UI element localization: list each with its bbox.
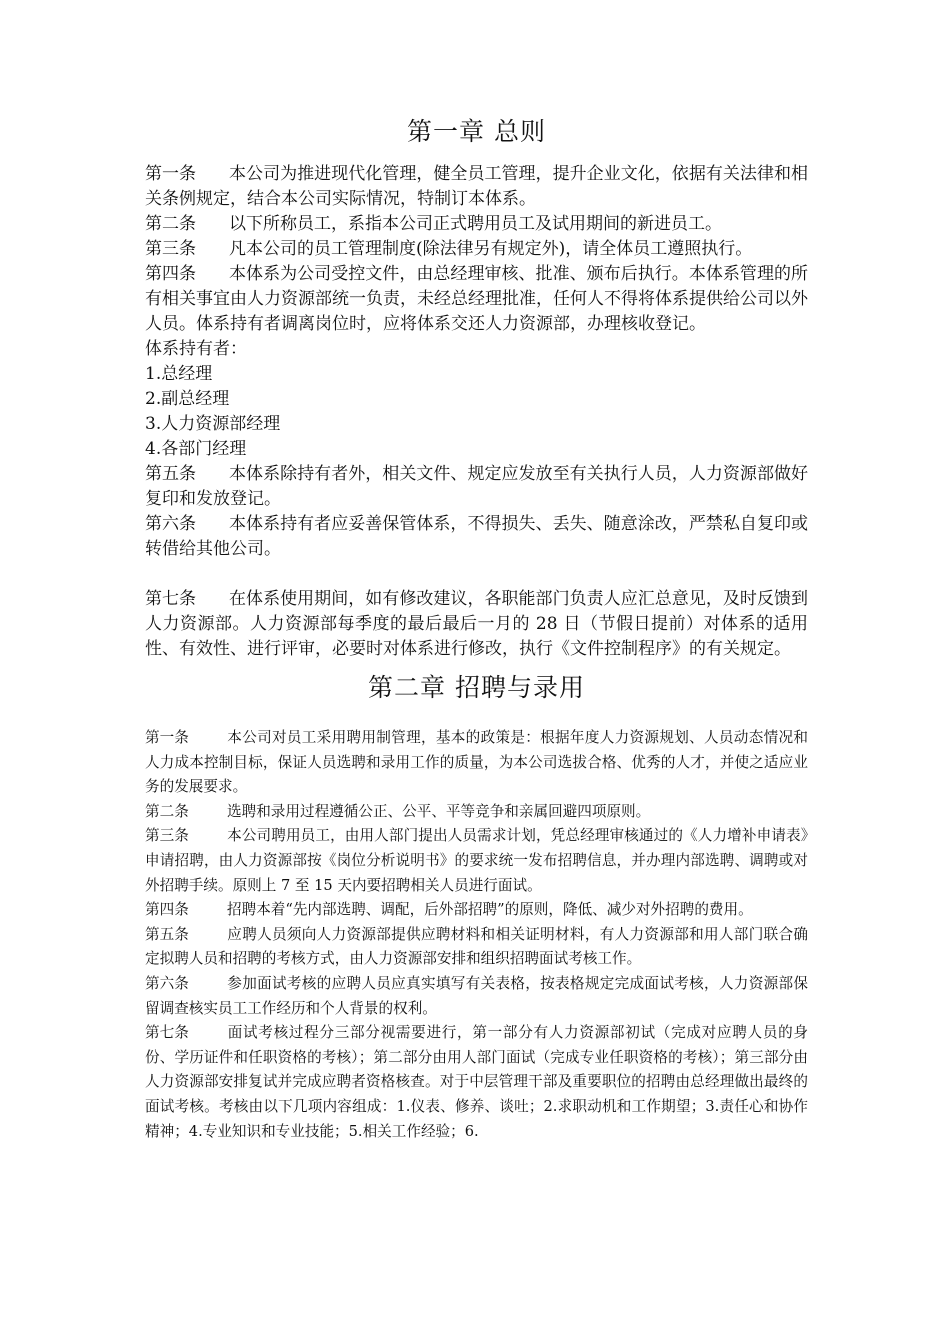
holder-item: 2.副总经理 xyxy=(145,389,230,409)
holder-item: 1.总经理 xyxy=(145,364,213,384)
article-text: 招聘本着“先内部选聘、调配，后外部招聘”的原则，降低、减少对外招聘的费用。 xyxy=(227,901,753,919)
article xyxy=(145,162,808,212)
article xyxy=(145,824,808,898)
article-label: 第六条 xyxy=(145,514,196,534)
article xyxy=(145,212,808,237)
article xyxy=(145,800,808,825)
article xyxy=(145,462,808,512)
holder-item: 4.各部门经理 xyxy=(145,439,247,459)
article-label: 第六条 xyxy=(145,974,189,992)
holder-item: 3.人力资源部经理 xyxy=(145,414,281,434)
article xyxy=(145,587,808,662)
chapter-2 xyxy=(145,668,808,1144)
chapter-2-title-wrap xyxy=(145,668,808,708)
article-text: 本公司聘用员工，由用人部门提出人员需求计划，凭总经理审核通过的《人力增补申请表》申请招聘，由人力资源部按《岗位分析说明书》的要求统一发布招聘信息，并办理内部选聘、调聘或对外招聘手续。原则上 7 至 15 天内要招聘相关人员进行面试。 xyxy=(145,827,808,894)
document-page xyxy=(145,112,808,1144)
article-text: 本体系为公司受控文件，由总经理审核、批准、颁布后执行。本体系管理的所有相关事宜由人力资源部统一负责，未经总经理批准，任何人不得将体系提供给公司以外人员。体系持有者调离岗位时，应将体系交还人力资源部，办理核收登记。 xyxy=(145,264,808,334)
article-label: 第七条 xyxy=(145,589,196,609)
article xyxy=(145,972,808,1021)
chapter-1 xyxy=(145,112,808,662)
paragraph-gap xyxy=(145,562,808,587)
article-text: 本公司对员工采用聘用制管理，基本的政策是：根据年度人力资源规划、人员动态情况和人力成本控制目标，保证人员选聘和录用工作的质量，为本公司选拔合格、优秀的人才，并使之适应业务的发展要求。 xyxy=(145,729,808,796)
article-text: 在体系使用期间，如有修改建议，各职能部门负责人应汇总意见，及时反馈到人力资源部。人力资源部每季度的最后最后一月的 28 日（节假日提前）对体系的适用性、有效性、进行评审，必要时对体系进行修改，执行《文件控制程序》的有关规定。 xyxy=(145,589,808,659)
article-label: 第二条 xyxy=(145,214,196,234)
article-label: 第一条 xyxy=(145,729,189,746)
article-text: 面试考核过程分三部分视需要进行，第一部分有人力资源部初试（完成对应聘人员的身份、学历证件和任职资格的考核）；第二部分由用人部门面试（完成专业任职资格的考核）；第三部分由人力资源部安排复试并完成应聘者资格核查。对于中层管理干部及重要职位的招聘由总经理做出最终的面试考核。考核由以下几项内容组成：1.仪表、修养、谈吐；2.求职动机和工作期望；3.责任心和协作精神；4.专业知识和专业技能；5.相关工作经验；6. xyxy=(145,1024,808,1140)
article-text: 选聘和录用过程遵循公正、公平、平等竞争和亲属回避四项原则。 xyxy=(227,802,651,820)
article xyxy=(145,923,808,972)
article-label: 第五条 xyxy=(145,464,196,484)
article-text: 凡本公司的员工管理制度(除法律另有规定外)，请全体员工遵照执行。 xyxy=(229,239,753,259)
article xyxy=(145,1021,808,1144)
article-label: 第二条 xyxy=(145,802,189,820)
article-label: 第三条 xyxy=(145,827,189,845)
article xyxy=(145,512,808,562)
article-label: 第三条 xyxy=(145,239,196,259)
chapter-1-title-wrap xyxy=(145,112,808,152)
article-text: 参加面试考核的应聘人员应真实填写有关表格，按表格规定完成面试考核，人力资源部保留调查核实员工工作经历和个人背景的权利。 xyxy=(145,974,808,1017)
article xyxy=(145,898,808,923)
article-label: 第一条 xyxy=(145,164,196,184)
article-label: 第四条 xyxy=(145,264,196,284)
article-text: 本体系持有者应妥善保管体系，不得损失、丢失、随意涂改，严禁私自复印或转借给其他公司。 xyxy=(145,514,808,559)
article-label: 第七条 xyxy=(145,1024,189,1042)
article-text: 本体系除持有者外，相关文件、规定应发放至有关执行人员，人力资源部做好复印和发放登记。 xyxy=(145,464,808,509)
chapter-1-title: 第一章 总则 xyxy=(407,117,546,146)
holders-title: 体系持有者： xyxy=(145,339,247,359)
article xyxy=(145,262,808,337)
article-text: 以下所称员工，系指本公司正式聘用员工及试用期间的新进员工。 xyxy=(229,214,722,234)
article-text: 应聘人员须向人力资源部提供应聘材料和相关证明材料，有人力资源部和用人部门联合确定拟聘人员和招聘的考核方式，由人力资源部安排和组织招聘面试考核工作。 xyxy=(145,925,808,968)
article-label: 第五条 xyxy=(145,925,189,943)
chapter-2-title: 第二章 招聘与录用 xyxy=(368,673,585,702)
article xyxy=(145,726,808,800)
article xyxy=(145,237,808,262)
article-label: 第四条 xyxy=(145,901,189,919)
article-text: 本公司为推进现代化管理，健全员工管理，提升企业文化，依据有关法律和相关条例规定，结合本公司实际情况，特制订本体系。 xyxy=(145,164,808,209)
